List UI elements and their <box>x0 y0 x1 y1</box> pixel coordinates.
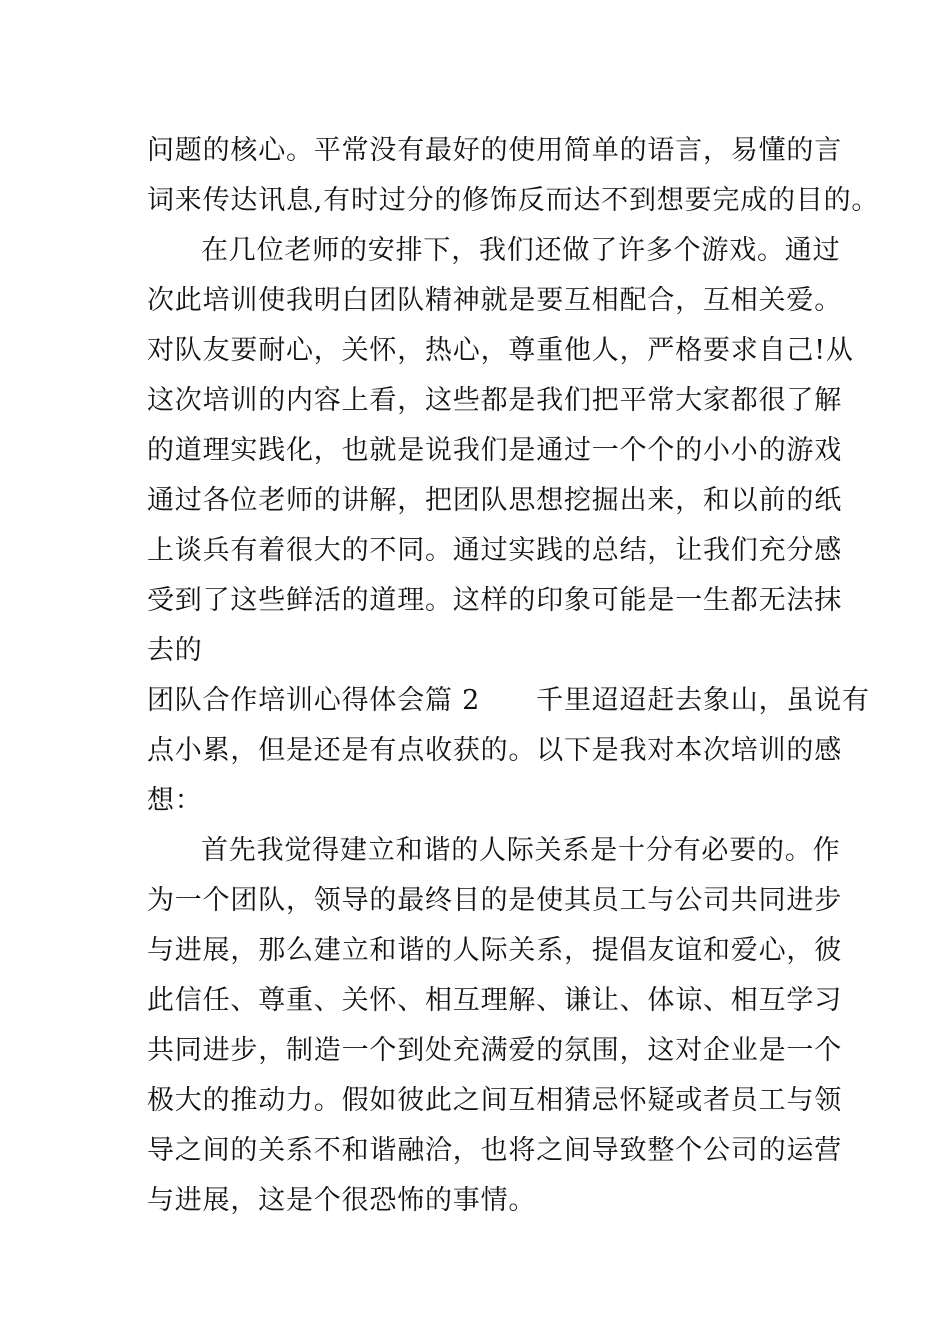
paragraph-line: 为一个团队，领导的最终目的是使其员工与公司共同进步 <box>147 885 842 916</box>
paragraph-line: 在几位老师的安排下，我们还做了许多个游戏。通过 <box>201 235 841 266</box>
paragraph-line: 首先我觉得建立和谐的人际关系是十分有必要的。作 <box>201 835 841 866</box>
paragraph-line: 极大的推动力。假如彼此之间互相猜忌怀疑或者员工与领 <box>147 1085 842 1116</box>
paragraph-line: 想： <box>147 785 203 816</box>
paragraph-line: 这次培训的内容上看，这些都是我们把平常大家都很了解 <box>147 385 842 416</box>
paragraph-line: 问题的核心。平常没有最好的使用简单的语言，易懂的言 <box>147 135 842 166</box>
paragraph-line: 的道理实践化，也就是说我们是通过一个个的小小的游戏 <box>147 435 842 466</box>
paragraph-line: 与进展，这是个很恐怖的事情。 <box>147 1185 537 1216</box>
paragraph-text: 千里迢迢赶去象山，虽说有 <box>536 685 870 716</box>
paragraph-line: 导之间的关系不和谐融洽，也将之间导致整个公司的运营 <box>147 1135 842 1166</box>
paragraph-line: 上谈兵有着很大的不同。通过实践的总结，让我们充分感 <box>147 535 842 566</box>
paragraph-line: 点小累，但是还是有点收获的。以下是我对本次培训的感 <box>147 735 842 766</box>
paragraph-line: 与进展，那么建立和谐的人际关系，提倡友谊和爱心，彼 <box>147 935 842 966</box>
paragraph-line: 词来传达讯息,有时过分的修饰反而达不到想要完成的目的。 <box>147 185 880 216</box>
section-heading: 团队合作培训心得体会篇 2 <box>147 685 481 716</box>
paragraph-line: 此信任、尊重、关怀、相互理解、谦让、体谅、相互学习 <box>147 985 842 1016</box>
section-heading-line <box>147 676 870 726</box>
paragraph-line: 次此培训使我明白团队精神就是要互相配合，互相关爱。 <box>147 285 842 316</box>
paragraph-line: 受到了这些鲜活的道理。这样的印象可能是一生都无法抹 <box>147 585 842 616</box>
paragraph-line: 通过各位老师的讲解，把团队思想挖掘出来，和以前的纸 <box>147 485 842 516</box>
paragraph-line: 对队友要耐心，关怀，热心，尊重他人，严格要求自己!从 <box>147 335 854 366</box>
paragraph-line: 共同进步，制造一个到处充满爱的氛围，这对企业是一个 <box>147 1035 842 1066</box>
paragraph-line: 去的 <box>147 635 203 666</box>
